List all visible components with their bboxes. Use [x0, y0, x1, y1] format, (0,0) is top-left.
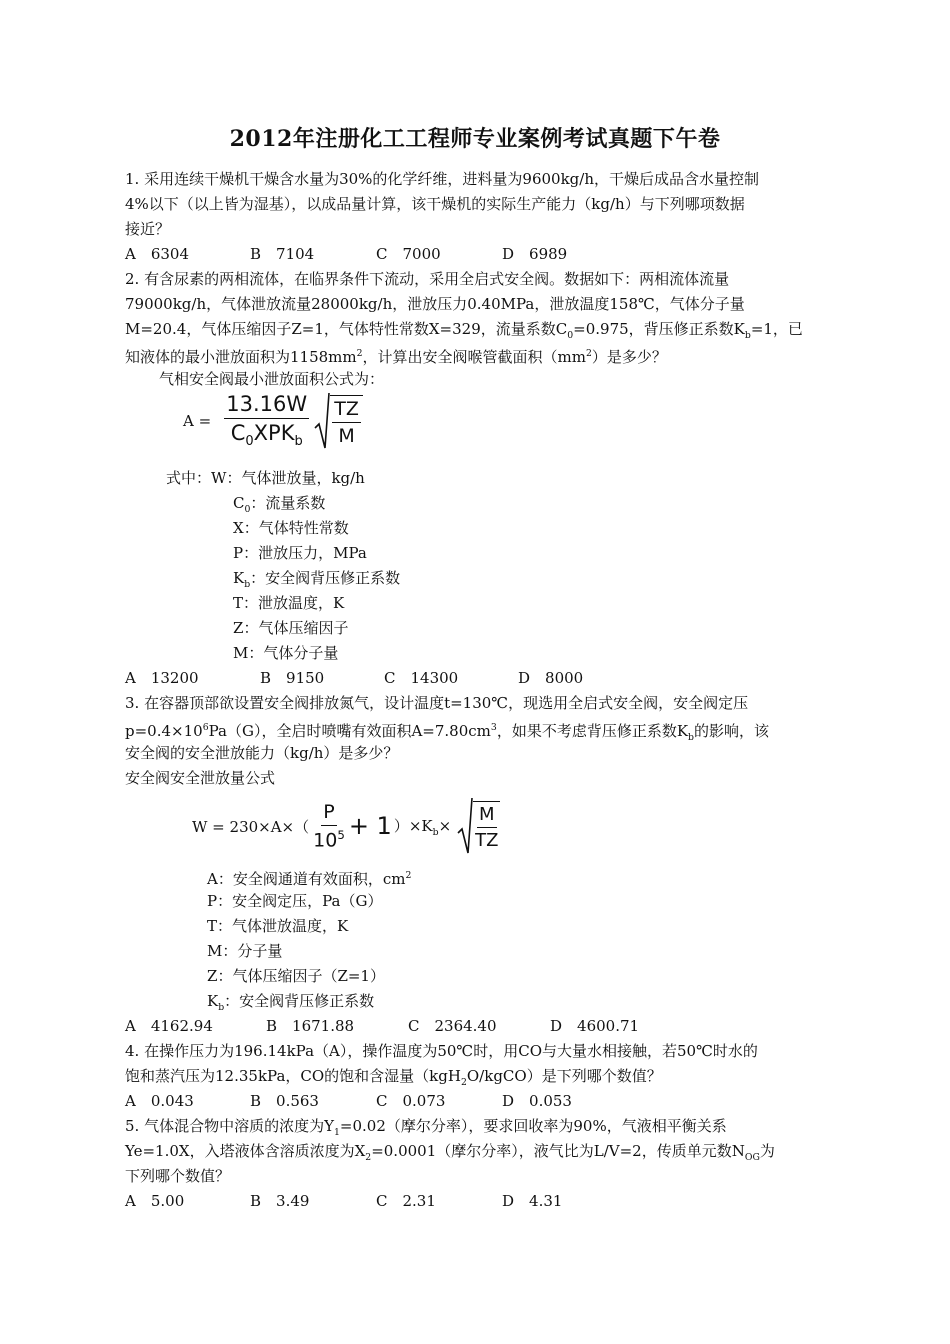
q5-option-a: A 5.00 [125, 1192, 185, 1210]
q5-option-c: C 2.31 [376, 1192, 436, 1210]
q3-option-b: B 1671.88 [266, 1017, 355, 1035]
q3-sqrt-denominator: TZ [475, 830, 499, 851]
q2-legend-head: 式中：W：气体泄放量，kg/h [166, 469, 365, 487]
q1-option-b: B 7104 [250, 245, 315, 263]
q1-option-d: D 6989 [502, 245, 568, 263]
q2-option-b: B 9150 [260, 669, 325, 687]
q2-line-4: 知液体的最小泄放面积为$1158mm^2$，计算出安全阀喉管截面积$(mm^2)$是多少？ [125, 348, 667, 366]
q3-formula-mid: ）$\times K_b\times$ [393, 816, 452, 838]
q2-option-d: D 8000 [518, 669, 584, 687]
q4-option-a: A 0.043 [125, 1092, 194, 1110]
q5-option-d: D 4.31 [502, 1192, 563, 1210]
q3-line-2: $p=0.4\times 10^6Pa(G)$，全启时喷嘴有效面积$A=7.80cm^3$，如果不考虑背压修正系数$K_b$的影响，该 [125, 722, 769, 743]
q3-formula-fraction [313, 801, 345, 851]
q4-option-b: B 0.563 [250, 1092, 319, 1110]
q1-option-a: A 6304 [125, 245, 190, 263]
q2-line-1: 2. 有含尿素的两相流体，在临界条件下流动，采用全启式安全阀。数据如下：两相流体流量 [125, 270, 730, 288]
q5-line-1: 5. 气体混合物中溶质的浓度为$Y_1=0.02$（摩尔分率），要求回收率为90%，气液相平衡关系 [125, 1117, 727, 1138]
q3-legend-z: Z：气体压缩因子（Z=1） [207, 967, 385, 985]
q2-legend-c0: $C_0$：流量系数 [233, 494, 326, 515]
document-title: 2012年注册化工工程师专业案例考试真题下午卷 [229, 126, 721, 152]
q2-line-3: M=20.4，气体压缩因子Z=1，气体特性常数X=329，流量系数$C_0=0.975$，背压修正系数$K_b=1$，已 [125, 320, 803, 341]
q2-line-2: 79000kg/h，气体泄放流量28000kg/h，泄放压力0.40MPa，泄放温度158℃，气体分子量 [125, 295, 745, 313]
q2-formula-fraction [224, 392, 309, 449]
q4-line-1: 4. 在操作压力为196.14kPa（A），操作温度为50℃时，用CO与大量水相接触，若50℃时水的 [125, 1042, 758, 1060]
q3-formula-sqrt [457, 797, 500, 855]
q2-formula-intro: 气相安全阀最小泄放面积公式为： [159, 370, 385, 388]
q5-line-2: Ye=1.0X，入塔液体含溶质浓度为$X_2=0.0001$（摩尔分率），液气比为L/V=2，传质单元数$N_{OG}$为 [125, 1142, 775, 1163]
q2-formula [183, 392, 363, 462]
q3-option-c: C 2364.40 [408, 1017, 497, 1035]
q3-formula [192, 793, 500, 859]
q2-options [125, 666, 583, 690]
q3-formula-denominator: $10^5$ [313, 827, 345, 852]
q3-legend-p: P：安全阀定压，Pa（G） [207, 892, 383, 910]
q3-sqrt-numerator: M [477, 804, 497, 828]
q2-legend-x: X：气体特性常数 [233, 519, 349, 537]
q3-formula-intro: 安全阀安全泄放量公式 [125, 769, 276, 787]
q2-option-c: C 14300 [384, 669, 459, 687]
q2-sqrt-numerator: TZ [332, 398, 361, 423]
q1-options [125, 242, 567, 266]
q2-formula-numerator: 13.16W [224, 392, 309, 419]
q2-legend-z: Z：气体压缩因子 [233, 619, 349, 637]
q2-option-a: A 13200 [125, 669, 199, 687]
q3-line-1: 3. 在容器顶部欲设置安全阀排放氮气，设计温度t=130℃，现选用全启式安全阀，安全阀定压 [125, 694, 749, 712]
q2-formula-lhs: A = [183, 412, 212, 430]
q4-options [125, 1089, 572, 1113]
q3-options [125, 1014, 639, 1038]
q3-line-3: 安全阀的安全泄放能力（kg/h）是多少？ [125, 744, 399, 762]
q2-legend-kb: $K_b$：安全阀背压修正系数 [233, 569, 401, 590]
q3-legend-a: A：安全阀通道有效面积，$cm^2$ [207, 870, 412, 888]
q2-legend-t: T：泄放温度，K [233, 594, 345, 612]
q3-legend-m: M：分子量 [207, 942, 283, 960]
q3-legend-kb: $K_b$：安全阀背压修正系数 [207, 992, 375, 1013]
q4-line-2: 饱和蒸汽压为12.35kPa，CO的饱和含湿量（kgH$_2$O/kgCO）是下列哪个数值？ [125, 1067, 662, 1088]
q1-option-c: C 7000 [376, 245, 441, 263]
q5-option-b: B 3.49 [250, 1192, 310, 1210]
q2-sqrt-denominator: M [338, 425, 355, 447]
q2-legend-m: M：气体分子量 [233, 644, 339, 662]
sqrt-radical-icon [457, 797, 473, 855]
q3-option-d: D 4600.71 [550, 1017, 640, 1035]
q2-formula-sqrt [314, 392, 363, 450]
q3-formula-lhs: W = 230×A×（ [192, 817, 310, 836]
q5-line-3: 下列哪个数值？ [125, 1167, 231, 1185]
q4-option-d: D 0.053 [502, 1092, 572, 1110]
q2-legend-p: P：泄放压力，MPa [233, 544, 367, 562]
q3-option-a: A 4162.94 [125, 1017, 213, 1035]
q5-options [125, 1189, 562, 1213]
q2-formula-denominator: $C_0XPK_b$ [230, 421, 303, 450]
q4-option-c: C 0.073 [376, 1092, 446, 1110]
q3-legend-t: T：气体泄放温度，K [207, 917, 349, 935]
sqrt-radical-icon [314, 392, 330, 450]
q3-formula-plus-one: + 1 [348, 812, 392, 840]
q1-line-3: 接近？ [125, 220, 171, 238]
q3-formula-numerator: P [321, 801, 336, 826]
q1-line-1: 1. 采用连续干燥机干燥含水量为30%的化学纤维，进料量为9600kg/h，干燥后成品含水量控制 [125, 170, 760, 188]
q1-line-2: 4%以下（以上皆为湿基），以成品量计算，该干燥机的实际生产能力（kg/h）与下列哪项数据 [125, 195, 745, 213]
